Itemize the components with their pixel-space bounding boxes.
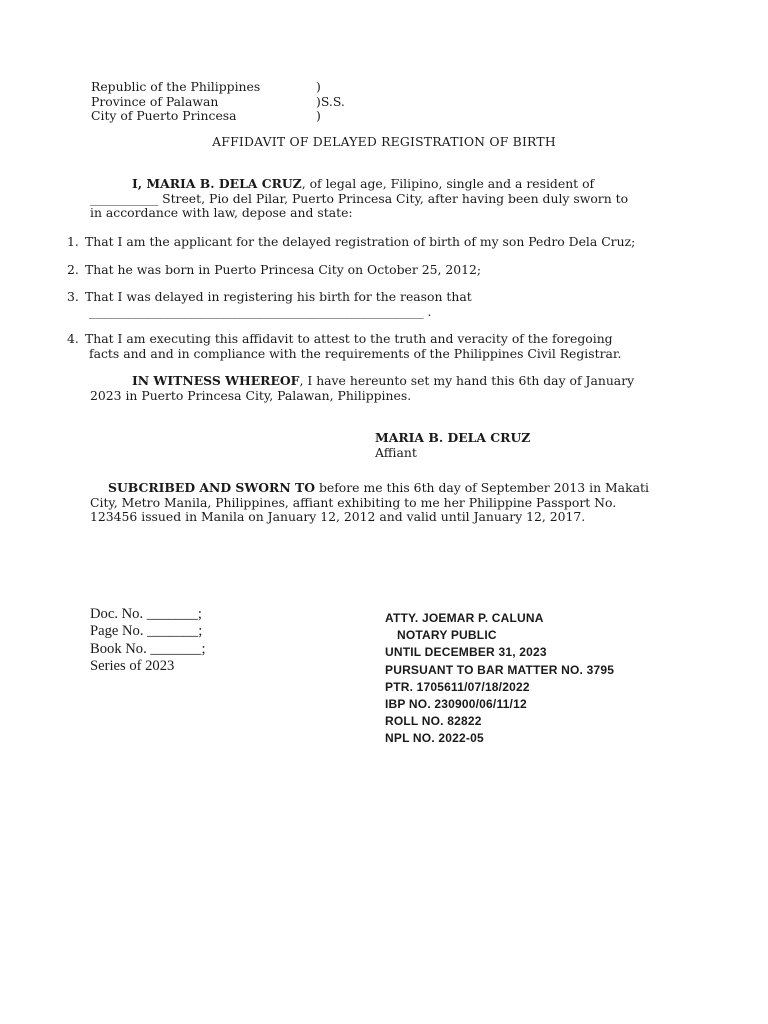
signature-name: MARIA B. DELA CRUZ	[375, 430, 531, 445]
notary-npl: NPL NO. 2022-05	[385, 731, 484, 746]
series-year: Series of 2023	[90, 658, 175, 675]
venue-line	[91, 109, 345, 124]
intro-line: in accordance with law, depose and state:	[90, 205, 353, 220]
witness-lead: IN WITNESS WHEREOF	[132, 373, 300, 388]
book-number: Book No. _______;	[90, 640, 206, 657]
doc-number: Doc. No. _______;	[90, 606, 202, 622]
witness-paragraph	[90, 374, 680, 403]
item-number: 2.	[67, 262, 79, 277]
item-text: That I am the applicant for the delayed registration of birth of my son Pedro Dela Cruz;	[85, 234, 636, 249]
statement-item	[67, 263, 687, 278]
notary-title: NOTARY PUBLIC	[397, 628, 497, 643]
jurat-lead: SUBCRIBED AND SWORN TO	[108, 480, 315, 495]
notary-roll: ROLL NO. 82822	[385, 714, 482, 729]
notary-ptr: PTR. 1705611/07/18/2022	[385, 679, 530, 694]
jurat-text: 123456 issued in Manila on January 12, 2012 and valid until January 12, 2017.	[90, 509, 586, 524]
venue-place: Republic of the Philippines	[91, 79, 261, 94]
affiant-name: I, MARIA B. DELA CRUZ	[132, 176, 302, 191]
item-number: 1.	[67, 234, 79, 249]
jurat-text: City, Metro Manila, Philippines, affiant exhibiting to me her Philippine Passport No.	[90, 494, 617, 510]
venue-mark: )	[316, 108, 321, 123]
venue-place: City of Puerto Princesa	[91, 108, 237, 123]
notary-commission: UNTIL DECEMBER 31, 2023	[385, 645, 547, 660]
item-text-continued: ______________________________________________________ .	[89, 303, 432, 319]
notary-ibp: IBP NO. 230900/06/11/12	[385, 697, 527, 712]
intro-line	[90, 177, 680, 192]
affiant-signature-block	[375, 431, 530, 460]
witness-text: 2023 in Puerto Princesa City, Palawan, Philippines.	[90, 387, 412, 403]
item-text-continued: facts and and in compliance with the requirements of the Philippines Civil Registrar.	[89, 345, 622, 361]
item-number: 4.	[67, 331, 79, 346]
notary-name: ATTY. JOEMAR P. CALUNA	[385, 611, 544, 625]
statement-item	[67, 235, 687, 250]
venue-place: Province of Palawan	[91, 93, 219, 109]
signature-role: Affiant	[375, 444, 417, 460]
item-text: That I am executing this affidavit to attest to the truth and veracity of the foregoing	[85, 331, 613, 346]
statement-item	[67, 332, 687, 361]
intro-paragraph	[90, 177, 680, 221]
statement-item	[67, 290, 687, 319]
jurat-text: before me this 6th day of September 2013 in Makati	[315, 480, 649, 495]
intro-text: , of legal age, Filipino, single and a resident of	[301, 176, 595, 191]
notary-bar-matter: PURSUANT TO BAR MATTER NO. 3795	[385, 662, 615, 677]
item-text: That he was born in Puerto Princesa City on October 25, 2012;	[85, 262, 482, 277]
notary-block	[385, 610, 614, 748]
venue-block	[91, 80, 345, 124]
item-text: That I was delayed in registering his birth for the reason that	[85, 289, 472, 304]
page-number: Page No. _______;	[90, 623, 203, 640]
notarial-register-block	[90, 606, 206, 676]
document-title: AFFIDAVIT OF DELAYED REGISTRATION OF BIRTH	[212, 134, 556, 149]
witness-text: , I have hereunto set my hand this 6th day of January	[299, 373, 635, 388]
jurat-paragraph	[90, 481, 680, 525]
item-number: 3.	[67, 289, 79, 304]
venue-mark: )	[316, 79, 321, 94]
venue-line	[91, 95, 345, 110]
venue-line	[91, 80, 345, 95]
venue-mark: )S.S.	[316, 93, 345, 109]
intro-line: ___________ Street, Pio del Pilar, Puerto Princesa City, after having been duly sworn to	[90, 190, 629, 206]
